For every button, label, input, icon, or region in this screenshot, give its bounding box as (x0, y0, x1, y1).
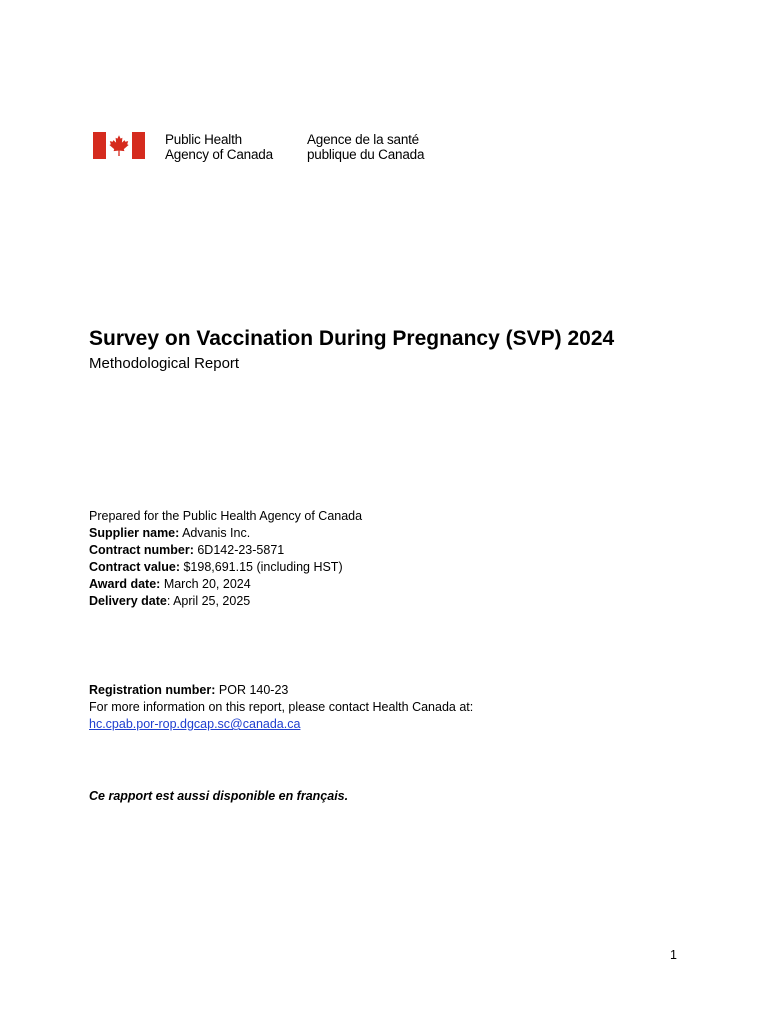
contract-number-row (89, 542, 362, 559)
report-title: Survey on Vaccination During Pregnancy (SVP) 2024 (89, 327, 615, 350)
contract-details (89, 508, 362, 610)
agency-name-en-line2: Agency of Canada (165, 147, 273, 162)
page-number: 1 (670, 948, 677, 962)
contract-value-value: $198,691.15 (including HST) (183, 560, 343, 574)
prepared-for: Prepared for the Public Health Agency of Canada (89, 509, 363, 523)
registration-row (89, 682, 473, 699)
agency-name-fr-line1: Agence de la santé (307, 132, 419, 147)
canada-flag-icon (93, 132, 145, 159)
contract-number-label: Contract number: (89, 543, 194, 557)
french-availability-note: Ce rapport est aussi disponible en français. (89, 789, 349, 803)
registration-block (89, 682, 473, 733)
agency-name-en-line1: Public Health (165, 132, 242, 147)
supplier-row (89, 525, 362, 542)
contract-value-label: Contract value: (89, 560, 180, 574)
contract-value-row (89, 559, 362, 576)
registration-label: Registration number: (89, 683, 216, 697)
agency-name-french (307, 132, 467, 162)
supplier-value: Advanis Inc. (182, 526, 251, 540)
delivery-date-row (89, 593, 362, 610)
email-row (89, 716, 473, 733)
award-date-value: March 20, 2024 (163, 577, 251, 591)
registration-value: POR 140-23 (218, 683, 289, 697)
report-subtitle: Methodological Report (89, 355, 240, 372)
delivery-date-value: : April 25, 2025 (166, 594, 251, 608)
agency-logo (93, 132, 425, 162)
contact-email-link[interactable]: hc.cpab.por-rop.dgcap.sc@canada.ca (89, 717, 301, 731)
contact-text: For more information on this report, please contact Health Canada at: (89, 700, 474, 714)
contract-number-value: 6D142-23-5871 (197, 543, 285, 557)
supplier-label: Supplier name: (89, 526, 180, 540)
award-date-row (89, 576, 362, 593)
award-date-label: Award date: (89, 577, 161, 591)
delivery-date-label: Delivery date (89, 594, 167, 608)
agency-name-english (165, 132, 305, 162)
agency-name-fr-line2: publique du Canada (307, 147, 425, 162)
